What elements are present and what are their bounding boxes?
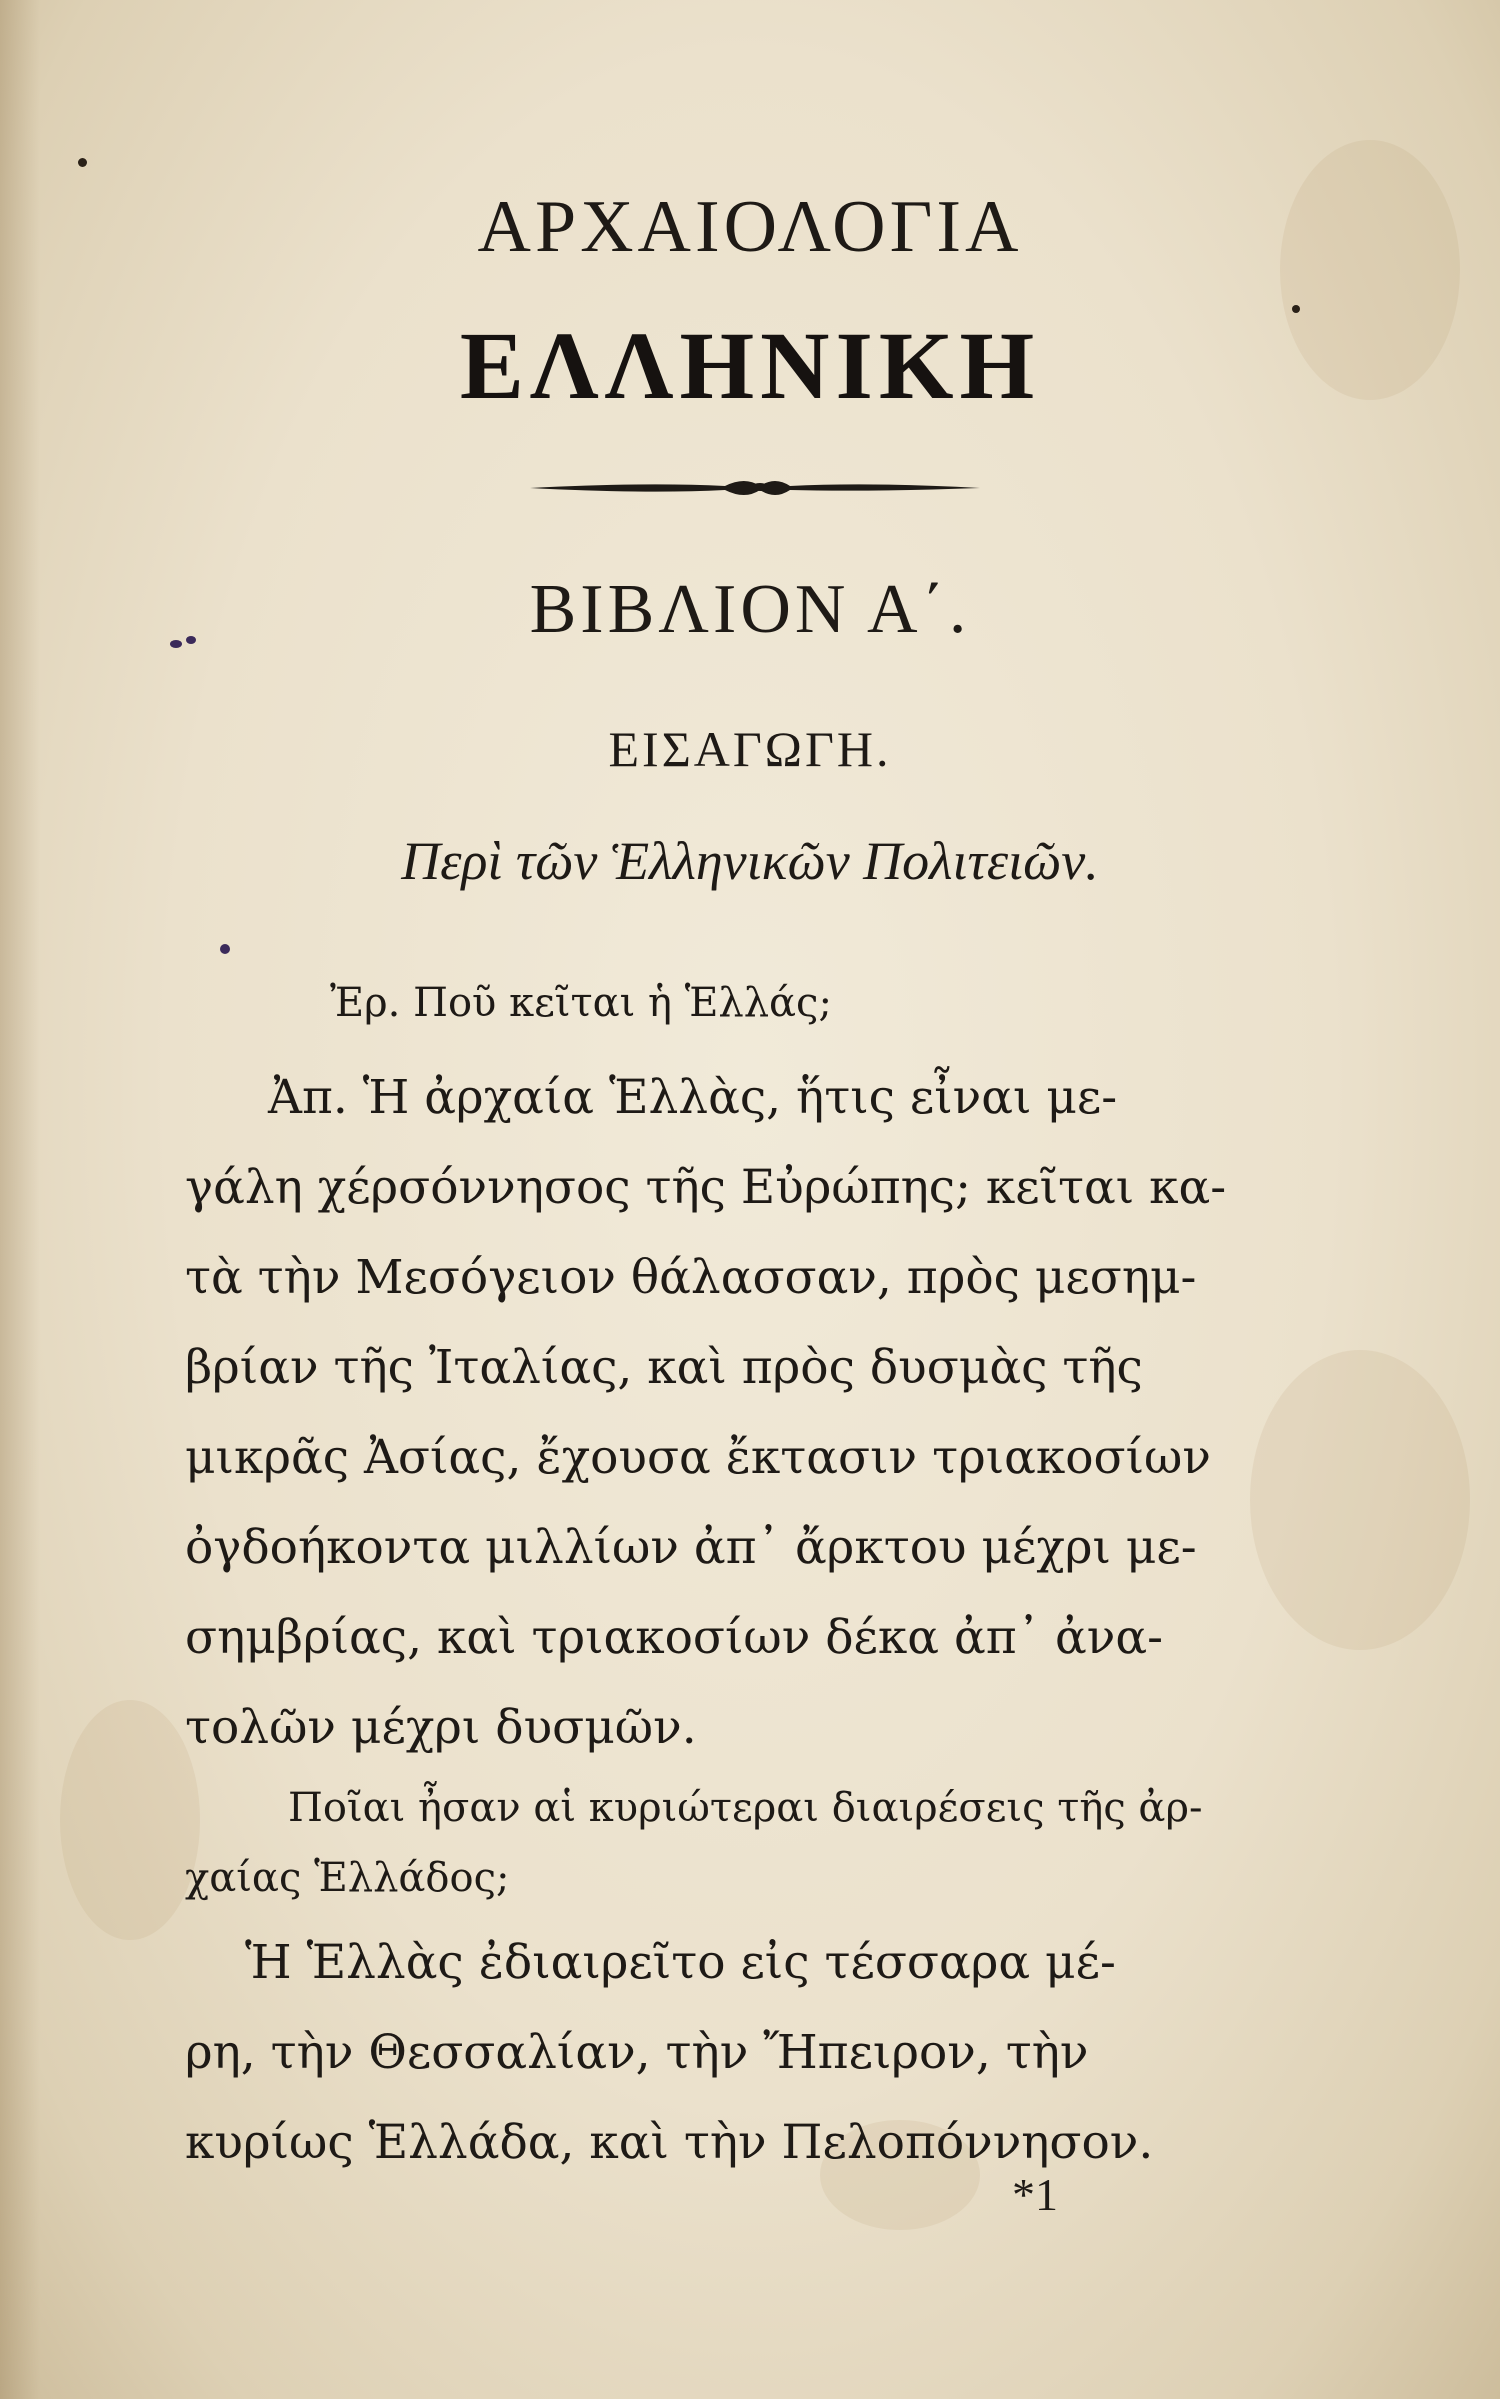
paper-stain <box>60 1700 200 1940</box>
text-line: βρίαν τῆς Ἰταλίας, καὶ πρὸς δυσμὰς τῆς <box>185 1340 1143 1395</box>
text-line: Ἡ Ἑλλὰς ἐδιαιρεῖτο εἰς τέσσαρα μέ- <box>245 1935 1116 1990</box>
text-line: μικρᾶς Ἀσίας, ἔχουσα ἔκτασιν τριακοσίων <box>185 1430 1211 1485</box>
text-line: γάλη χέρσόννησος τῆς Εὐρώπης; κεῖται κα- <box>185 1160 1227 1215</box>
section-heading: ΕΙΣΑΓΩΓΗ. <box>608 721 892 777</box>
title-line-2: ΕΛΛΗΝΙΚΗ <box>459 312 1041 419</box>
text-line: Ἐρ. Ποῦ κεῖται ἡ Ἑλλάς; <box>330 980 832 1026</box>
text-line: τὰ τὴν Μεσόγειον θάλασσαν, πρὸς μεσημ- <box>185 1250 1197 1305</box>
text-line: τολῶν μέχρι δυσμῶν. <box>185 1700 697 1755</box>
ornamental-rule <box>525 468 985 508</box>
chapter-subtitle: Περὶ τῶν Ἑλληνικῶν Πολιτειῶν. <box>401 831 1099 891</box>
signature-mark: *1 <box>1012 2169 1058 2220</box>
text-line: κυρίως Ἑλλάδα, καὶ τὴν Πελοπόννησον. <box>185 2115 1154 2170</box>
ink-spot <box>220 944 230 954</box>
text-line: Ἀπ. Ἡ ἀρχαία Ἑλλὰς, ἥτις εἶναι με- <box>268 1070 1118 1125</box>
ink-spot <box>78 158 87 167</box>
text-line: ρη, τὴν Θεσσαλίαν, τὴν Ἤπειρον, τὴν <box>185 2025 1089 2080</box>
text-line: χαίας Ἑλλάδος; <box>185 1855 510 1901</box>
title-line-1: ΑΡΧΑΙΟΛΟΓΙΑ <box>477 186 1023 268</box>
text-line: ὀγδοήκοντα μιλλίων ἀπ᾽ ἄρκτου μέχρι με- <box>185 1520 1197 1575</box>
book-heading: ΒΙΒΛΙΟΝ Α΄. <box>529 571 971 648</box>
text-line: Ποῖαι ἦσαν αἱ κυριώτεραι διαιρέσεις τῆς ἀρ- <box>288 1785 1203 1831</box>
text-line: σημβρίας, καὶ τριακοσίων δέκα ἀπ᾽ ἀνα- <box>185 1610 1163 1665</box>
paper-stain <box>1250 1350 1470 1650</box>
